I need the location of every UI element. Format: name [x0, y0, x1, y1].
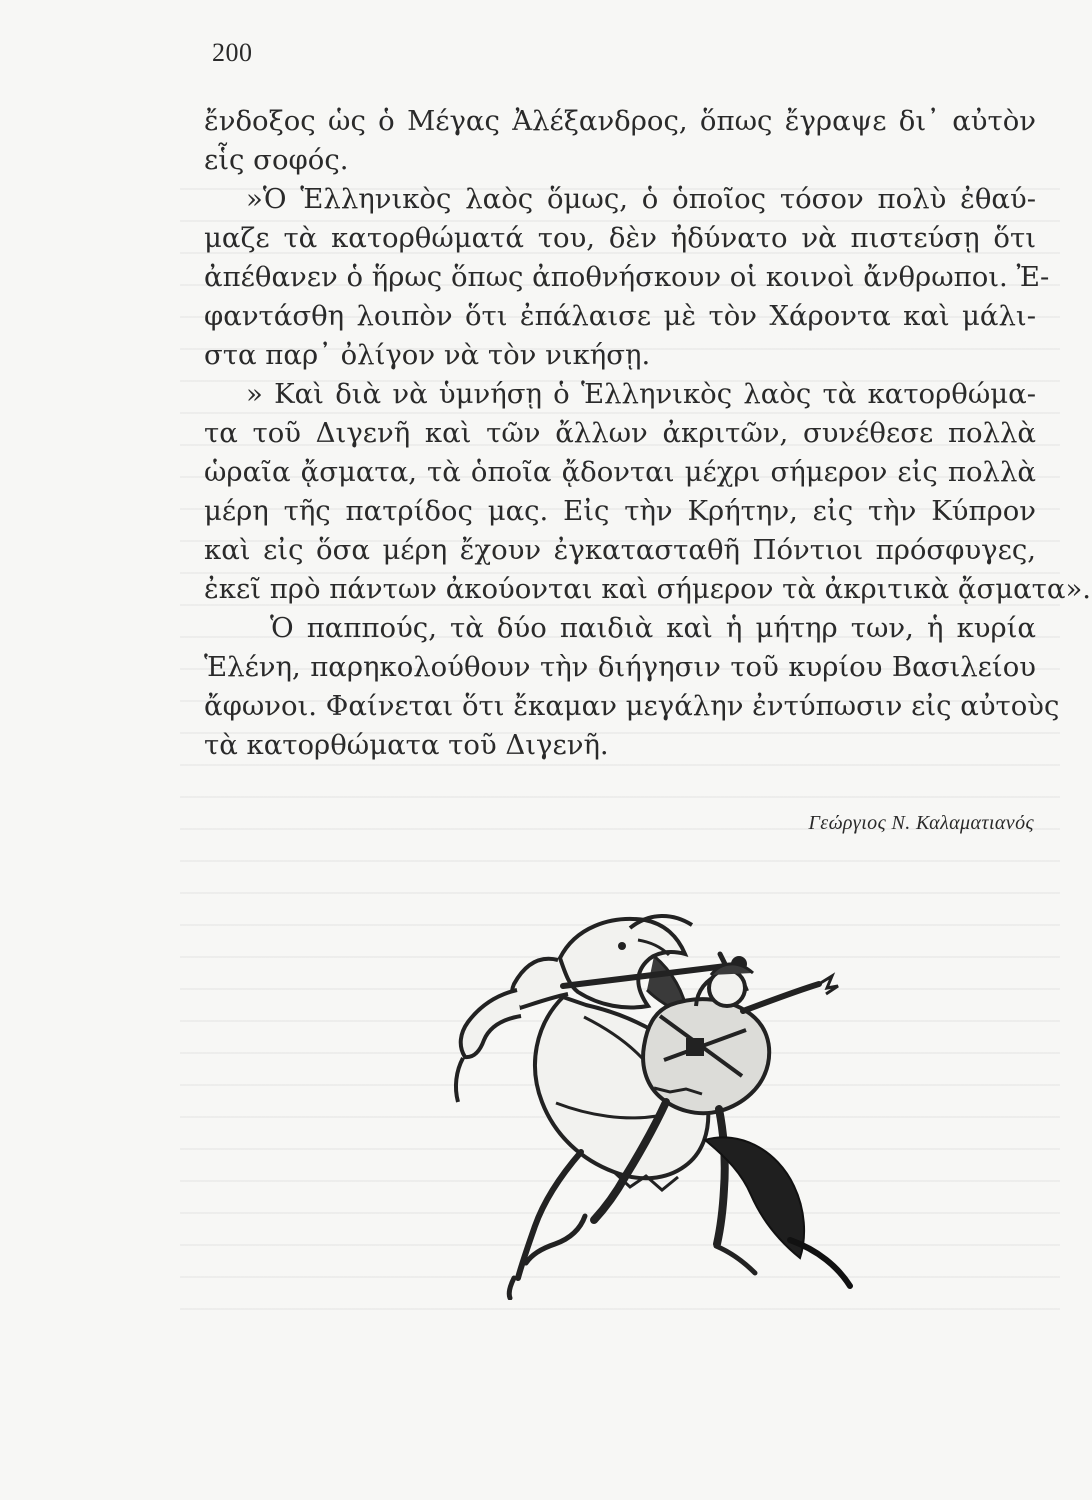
text-line: »Ὁ Ἑλληνικὸς λαὸς ὅμως, ὁ ὁποῖος τόσον πολὺ ἐθαύ-	[246, 183, 1036, 215]
text-line: ἀπέθανεν ὁ ἥρως ὅπως ἀποθνήσκουν οἱ κοινοὶ ἄνθρωποι. Ἐ-	[204, 261, 1050, 293]
text-line: καὶ εἰς ὅσα μέρη ἔχουν ἐγκατασταθῆ Πόντιοι πρόσφυγες,	[204, 534, 1036, 566]
text-line: μαζε τὰ κατορθώματά του, δὲν ἠδύνατο νὰ πιστεύσῃ ὅτι	[204, 222, 1036, 254]
text-line: φαντάσθη λοιπὸν ὅτι ἐπάλαισε μὲ τὸν Χάροντα καὶ μάλι-	[204, 300, 1036, 332]
text-line: ἐκεῖ πρὸ πάντων ἀκούονται καὶ σήμερον τὰ ἀκριτικὰ ᾄσματα».	[204, 573, 1092, 605]
text-line: ὡραῖα ᾄσματα, τὰ ὁποῖα ᾄδονται μέχρι σήμερον εἰς πολλὰ	[204, 456, 1036, 488]
horseman-illustration	[440, 880, 870, 1300]
text-line: τὰ κατορθώματα τοῦ Διγενῆ.	[204, 729, 609, 761]
text-line: τα τοῦ Διγενῆ καὶ τῶν ἄλλων ἀκριτῶν, συνέθεσε πολλὰ	[204, 417, 1036, 449]
body-text	[204, 102, 1092, 765]
author-signature: Γεώργιος Ν. Καλαματιανός	[808, 812, 1034, 834]
page-number: 200	[212, 38, 253, 67]
text-line: ἔνδοξος ὡς ὁ Μέγας Ἀλέξανδρος, ὅπως ἔγραψε δι᾽ αὐτὸν	[204, 105, 1036, 137]
text-line: μέρη τῆς πατρίδος μας. Εἰς τὴν Κρήτην, εἰς τὴν Κύπρον	[204, 495, 1036, 527]
text-line: Ἑλένη, παρηκολούθουν τὴν διήγησιν τοῦ κυρίου Βασιλείου	[204, 651, 1036, 683]
text-line: εἷς σοφός.	[204, 144, 349, 176]
text-line: στα παρ᾽ ὀλίγον νὰ τὸν νικήσῃ.	[204, 339, 651, 371]
text-line: » Καὶ διὰ νὰ ὑμνήσῃ ὁ Ἑλληνικὸς λαὸς τὰ κατορθώμα-	[246, 378, 1036, 410]
text-line: Ὁ παππούς, τὰ δύο παιδιὰ καὶ ἡ μήτηρ των, ἡ κυρία	[270, 612, 1036, 644]
text-line: ἄφωνοι. Φαίνεται ὅτι ἔκαμαν μεγάλην ἐντύπωσιν εἰς αὐτοὺς	[204, 690, 1060, 722]
